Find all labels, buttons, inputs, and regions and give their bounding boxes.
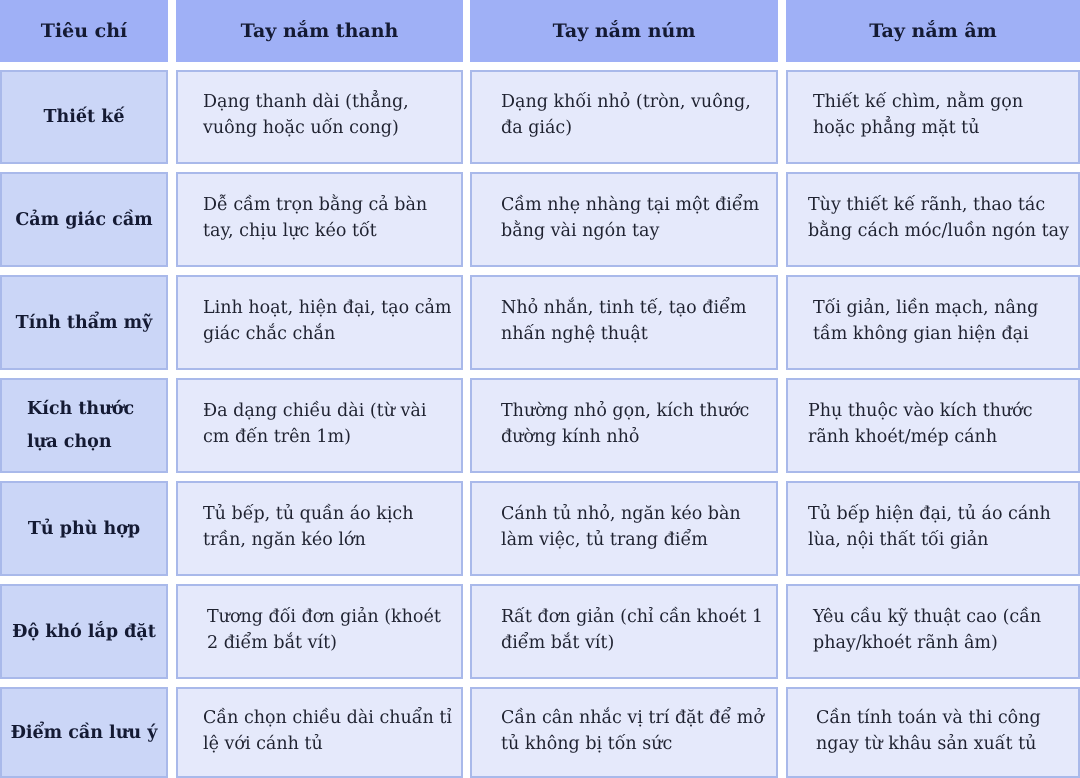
- table-cell: Tùy thiết kế rãnh, thao tác bằng cách móc/luồn ngón tay: [786, 172, 1080, 267]
- row-criteria: Độ khó lắp đặt: [0, 584, 168, 679]
- row-criteria: Thiết kế: [0, 70, 168, 164]
- table-cell: Dạng thanh dài (thẳng, vuông hoặc uốn cong): [176, 70, 463, 164]
- row-criteria: Kích thước lựa chọn: [0, 378, 168, 473]
- row-criteria: Điểm cần lưu ý: [0, 687, 168, 778]
- table-cell: Cầm nhẹ nhàng tại một điểm bằng vài ngón tay: [470, 172, 778, 267]
- header-recessed-handle: Tay nắm âm: [786, 0, 1080, 62]
- table-cell: Phụ thuộc vào kích thước rãnh khoét/mép cánh: [786, 378, 1080, 473]
- header-bar-handle: Tay nắm thanh: [176, 0, 463, 62]
- table-cell: Thiết kế chìm, nằm gọn hoặc phẳng mặt tủ: [786, 70, 1080, 164]
- table-cell: Tủ bếp, tủ quần áo kịch trần, ngăn kéo lớn: [176, 481, 463, 576]
- table-cell: Đa dạng chiều dài (từ vài cm đến trên 1m): [176, 378, 463, 473]
- table-cell: Cánh tủ nhỏ, ngăn kéo bàn làm việc, tủ trang điểm: [470, 481, 778, 576]
- table-cell: Tối giản, liền mạch, nâng tầm không gian hiện đại: [786, 275, 1080, 370]
- table-cell: Tương đối đơn giản (khoét 2 điểm bắt vít): [176, 584, 463, 679]
- row-criteria: Tính thẩm mỹ: [0, 275, 168, 370]
- table-cell: Tủ bếp hiện đại, tủ áo cánh lùa, nội thất tối giản: [786, 481, 1080, 576]
- table-cell: Cần chọn chiều dài chuẩn tỉ lệ với cánh tủ: [176, 687, 463, 778]
- row-criteria: Cảm giác cầm: [0, 172, 168, 267]
- header-knob-handle: Tay nắm núm: [470, 0, 778, 62]
- table-cell: Linh hoạt, hiện đại, tạo cảm giác chắc chắn: [176, 275, 463, 370]
- header-criteria: Tiêu chí: [0, 0, 168, 62]
- table-cell: Dễ cầm trọn bằng cả bàn tay, chịu lực kéo tốt: [176, 172, 463, 267]
- table-cell: Cần cân nhắc vị trí đặt để mở tủ không bị tốn sức: [470, 687, 778, 778]
- row-criteria: Tủ phù hợp: [0, 481, 168, 576]
- table-cell: Rất đơn giản (chỉ cần khoét 1 điểm bắt vít): [470, 584, 778, 679]
- table-cell: Cần tính toán và thi công ngay từ khâu sản xuất tủ: [786, 687, 1080, 778]
- table-cell: Nhỏ nhắn, tinh tế, tạo điểm nhấn nghệ thuật: [470, 275, 778, 370]
- table-cell: Yêu cầu kỹ thuật cao (cần phay/khoét rãnh âm): [786, 584, 1080, 679]
- table-cell: Dạng khối nhỏ (tròn, vuông, đa giác): [470, 70, 778, 164]
- table-cell: Thường nhỏ gọn, kích thước đường kính nhỏ: [470, 378, 778, 473]
